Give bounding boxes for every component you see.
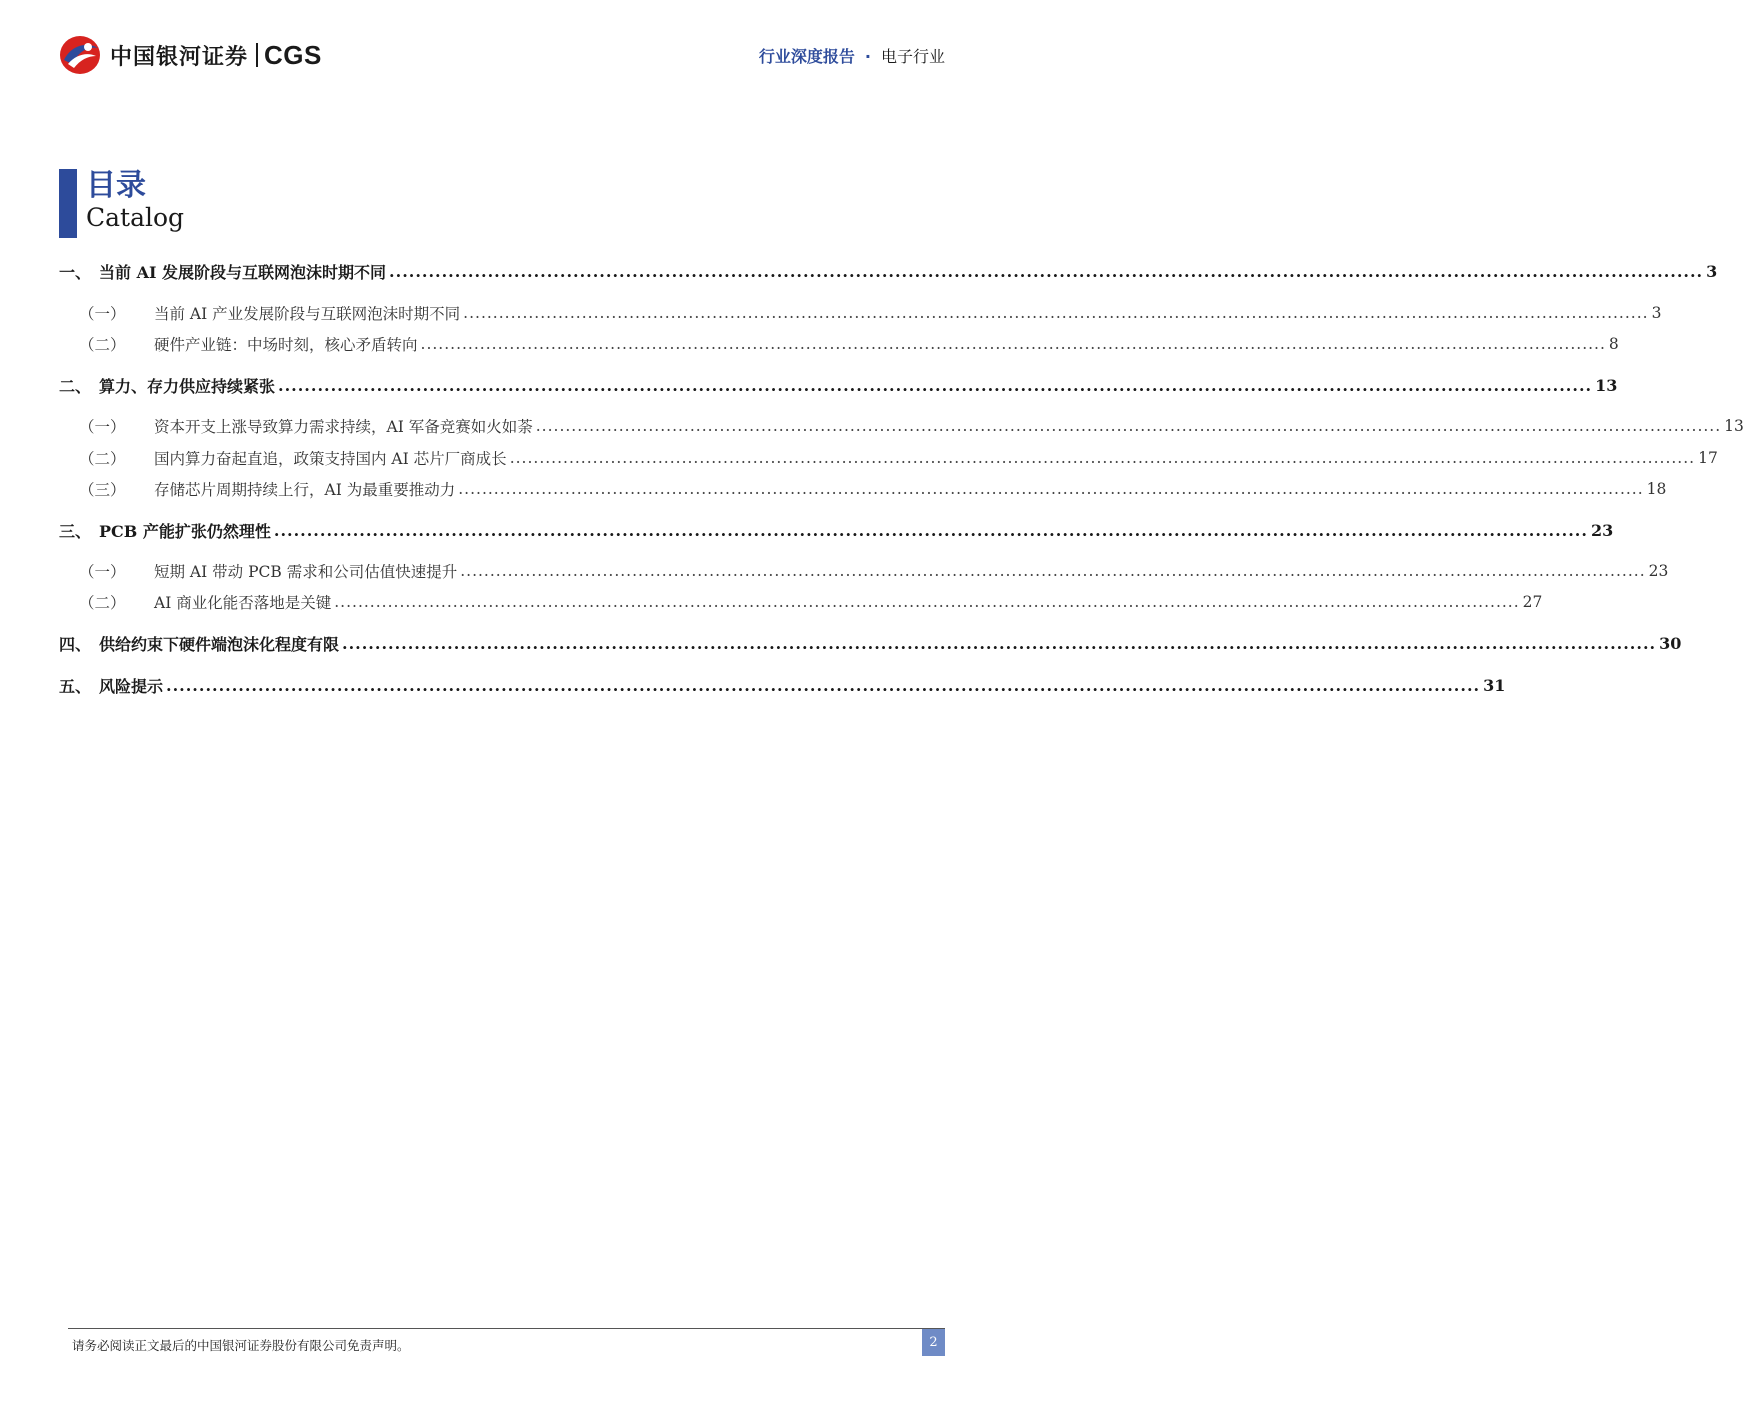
toc-entry[interactable] <box>59 515 1614 545</box>
toc-entry[interactable] <box>59 628 1682 658</box>
toc-entry-page: 23 <box>1648 562 1669 580</box>
toc-entry-number: （二） <box>79 336 126 354</box>
toc-dot-leader: ........................................................................................................................................................................................................ <box>460 562 1646 580</box>
page-header <box>0 0 992 110</box>
toc-entry-title: 供给约束下硬件端泡沫化程度有限 <box>99 634 340 654</box>
toc-entry-title: 算力、存力供应持续紧张 <box>99 376 276 396</box>
toc-entry-number: （一） <box>79 418 126 436</box>
toc-dot-leader: ........................................................................................................................................................................................................ <box>463 304 1649 322</box>
toc-dot-leader: ........................................................................................................................................................................................................ <box>273 520 1588 540</box>
catalog-accent-bar <box>59 169 77 238</box>
toc-entry[interactable] <box>59 670 1506 700</box>
toc-entry-title: AI 商业化能否落地是关键 <box>154 594 332 612</box>
catalog-title-en: Catalog <box>86 203 185 232</box>
toc-dot-leader: ........................................................................................................................................................................................................ <box>166 675 1481 695</box>
report-separator: · <box>864 47 871 66</box>
footer-divider <box>68 1328 945 1329</box>
toc-entry[interactable] <box>59 370 1618 400</box>
toc-dot-leader: ........................................................................................................................................................................................................ <box>420 335 1606 353</box>
logo-divider <box>256 43 258 67</box>
toc-entry-title: 国内算力奋起直追，政策支持国内 AI 芯片厂商成长 <box>154 450 507 468</box>
toc-entry[interactable] <box>59 411 1744 441</box>
toc-entry-page: 27 <box>1522 593 1543 611</box>
toc-entry-page: 17 <box>1698 449 1718 467</box>
toc-entry[interactable] <box>59 587 1543 617</box>
toc-entry-title: 存储芯片周期持续上行，AI 为最重要推动力 <box>154 481 456 499</box>
toc-entry-number: （三） <box>79 481 126 499</box>
toc-entry-title: PCB 产能扩张仍然理性 <box>99 521 271 541</box>
toc-entry-title: 短期 AI 带动 PCB 需求和公司估值快速提升 <box>154 563 458 581</box>
toc-dot-leader: ........................................................................................................................................................................................................ <box>509 449 1696 467</box>
toc-entry-title: 当前 AI 发展阶段与互联网泡沫时期不同 <box>99 262 387 282</box>
toc-entry-number: （二） <box>79 594 126 612</box>
toc-entry-title: 硬件产业链：中场时刻，核心矛盾转向 <box>154 336 418 354</box>
toc-dot-leader: ........................................................................................................................................................................................................ <box>389 261 1704 281</box>
toc-entry-page: 8 <box>1608 335 1619 353</box>
toc-entry-number: 五、 <box>59 676 92 696</box>
toc-entry[interactable] <box>59 256 1718 286</box>
logo-text-en: CGS <box>264 39 322 70</box>
toc-entry[interactable] <box>59 329 1619 359</box>
toc-dot-leader: ........................................................................................................................................................................................................ <box>334 593 1520 611</box>
toc-entry-number: 三、 <box>59 521 92 541</box>
toc-entry-number: （一） <box>79 563 126 581</box>
toc-entry-title: 风险提示 <box>99 676 164 696</box>
toc-entry[interactable] <box>59 556 1669 586</box>
toc-entry-title: 当前 AI 产业发展阶段与互联网泡沫时期不同 <box>154 305 461 323</box>
toc-entry-number: （一） <box>79 305 126 323</box>
toc-entry-page: 13 <box>1595 375 1618 395</box>
toc-entry-page: 18 <box>1646 480 1667 498</box>
toc-entry-title: 资本开支上涨导致算力需求持续，AI 军备竞赛如火如荼 <box>154 418 533 436</box>
industry-label: 电子行业 <box>880 47 945 66</box>
toc-dot-leader: ........................................................................................................................................................................................................ <box>342 633 1657 653</box>
catalog-title-cn: 目录 <box>86 168 146 203</box>
toc-entry-number: 四、 <box>59 634 92 654</box>
toc-entry-page: 3 <box>1706 261 1718 281</box>
toc-entry-page: 23 <box>1590 520 1614 540</box>
toc-entry[interactable] <box>59 474 1667 504</box>
toc-dot-leader: ........................................................................................................................................................................................................ <box>535 417 1722 435</box>
toc-entry-number: （二） <box>79 450 126 468</box>
toc-dot-leader: ........................................................................................................................................................................................................ <box>458 480 1644 498</box>
toc-entry[interactable] <box>59 298 1662 328</box>
report-category <box>759 44 945 67</box>
cgs-logo <box>58 34 322 76</box>
toc-entry-page: 3 <box>1651 304 1662 322</box>
footer-disclaimer: 请务必阅读正文最后的中国银河证券股份有限公司免责声明。 <box>72 1338 410 1353</box>
logo-text-cn: 中国银河证券 <box>110 44 249 70</box>
toc-dot-leader: ........................................................................................................................................................................................................ <box>278 375 1593 395</box>
toc-entry-number: 二、 <box>59 376 92 396</box>
toc-entry-page: 30 <box>1659 633 1682 653</box>
toc-entry-number: 一、 <box>59 262 92 282</box>
toc-entry[interactable] <box>59 443 1718 473</box>
report-type: 行业深度报告 <box>758 47 855 66</box>
toc-entry-page: 31 <box>1483 675 1506 695</box>
page-number: 2 <box>922 1329 945 1356</box>
cgs-logo-icon <box>58 34 102 76</box>
toc-entry-page: 13 <box>1724 417 1744 435</box>
